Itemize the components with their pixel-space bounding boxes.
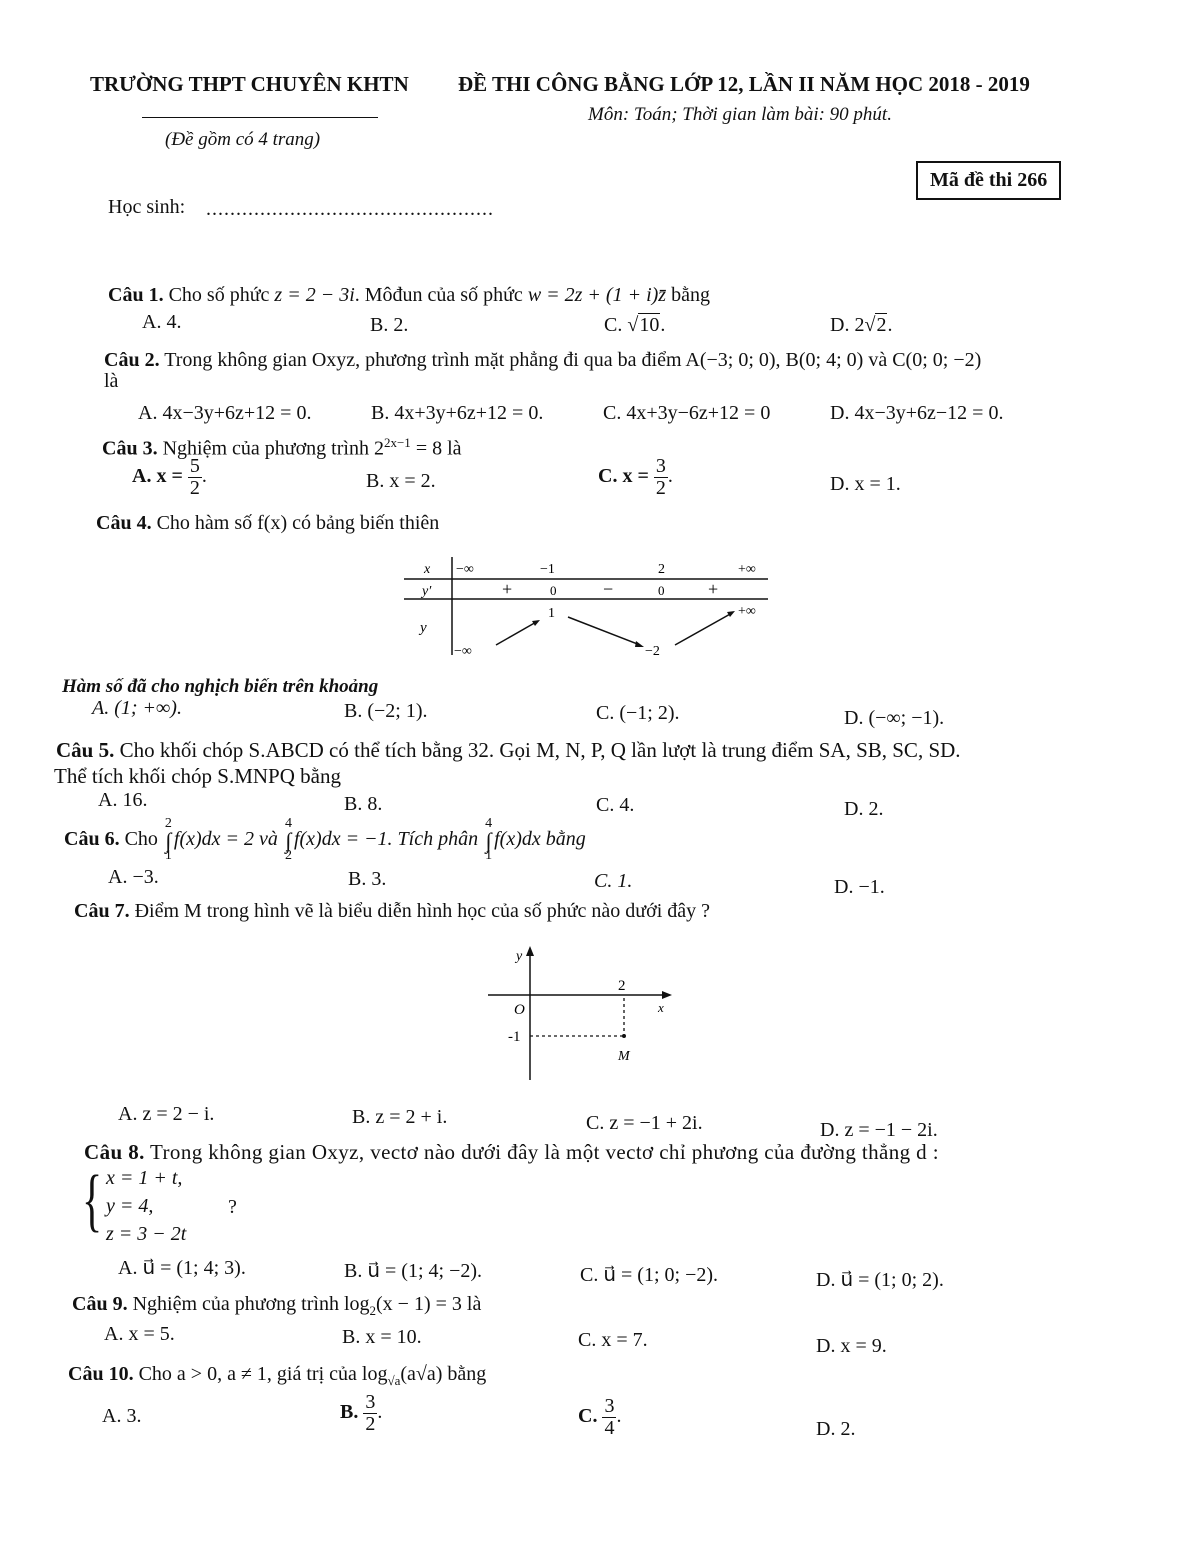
fig-point-label: M bbox=[618, 1049, 630, 1064]
q1-label: Câu 1. bbox=[108, 284, 164, 306]
question-9 bbox=[72, 1293, 481, 1319]
fig-tick-y: -1 bbox=[508, 1029, 521, 1045]
fig-y-label: y bbox=[516, 949, 523, 964]
q10-sub: √a bbox=[387, 1373, 401, 1388]
q1-option-d[interactable]: D. 2√2. bbox=[830, 314, 893, 336]
q3-text-end: = 8 là bbox=[410, 437, 462, 460]
fig-tick-x: 2 bbox=[618, 978, 626, 994]
q7-label: Câu 7. bbox=[74, 900, 130, 922]
subject-line: Môn: Toán; Thời gian làm bài: 90 phút. bbox=[588, 104, 892, 125]
q6-integral-3: 4 ∫ 1 bbox=[485, 816, 493, 864]
q2-text-2: là bbox=[104, 370, 119, 392]
q10-label: Câu 10. bbox=[68, 1363, 134, 1385]
student-dots: ................................................ bbox=[206, 198, 494, 220]
q3-exponent: 2x−1 bbox=[383, 435, 411, 450]
q2-option-b[interactable]: B. 4x+3y+6z+12 = 0. bbox=[371, 402, 544, 424]
vt-sign-2: − bbox=[603, 579, 614, 599]
q10-text-end: (a√a) bằng bbox=[400, 1363, 487, 1385]
q10-option-a[interactable]: A. 3. bbox=[102, 1405, 142, 1427]
exam-title: ĐỀ THI CÔNG BẰNG LỚP 12, LẦN II NĂM HỌC 2018 - 2019 bbox=[458, 72, 1030, 96]
q6-integral-1: 2 ∫ 1 bbox=[164, 816, 172, 864]
q1-text-b: . Môđun của số phức bbox=[354, 284, 523, 306]
question-6 bbox=[64, 818, 586, 863]
q7-option-b[interactable]: B. z = 2 + i. bbox=[352, 1106, 448, 1128]
q7-text: Điểm M trong hình vẽ là biểu diễn hình học của số phức nào dưới đây ? bbox=[134, 900, 711, 922]
q8-system-2: y = 4, bbox=[106, 1195, 154, 1217]
q6-option-d[interactable]: D. −1. bbox=[834, 876, 885, 898]
vt-sign-1: 0 bbox=[550, 583, 557, 598]
question-4 bbox=[96, 512, 439, 535]
question-5 bbox=[56, 738, 961, 763]
q2-option-d[interactable]: D. 4x−3y+6z−12 = 0. bbox=[830, 402, 1004, 424]
fig-origin-label: O bbox=[514, 1002, 525, 1018]
q6-expr-3: f(x)dx bằng bbox=[494, 828, 586, 851]
header-rule bbox=[142, 117, 378, 118]
vt-sign-3: 0 bbox=[658, 583, 665, 598]
q9-sub: 2 bbox=[369, 1303, 377, 1318]
q1-option-b[interactable]: B. 2. bbox=[370, 314, 409, 336]
q2-option-a[interactable]: A. 4x−3y+6z+12 = 0. bbox=[138, 402, 312, 424]
q3-text: Nghiệm của phương trình 2 bbox=[162, 437, 384, 460]
q3-label: Câu 3. bbox=[102, 437, 158, 460]
question-1 bbox=[108, 284, 710, 307]
vt-y-0: −∞ bbox=[454, 644, 472, 659]
q5-option-a[interactable]: A. 16. bbox=[98, 789, 148, 811]
q9-option-c[interactable]: C. x = 7. bbox=[578, 1329, 648, 1351]
variation-table bbox=[400, 555, 775, 665]
vt-x-1: −1 bbox=[540, 562, 555, 577]
q8-text: Trong không gian Oxyz, vectơ nào dưới đây là một vectơ chỉ phương của đường thẳng d : bbox=[150, 1140, 939, 1164]
q9-text-end: (x − 1) = 3 là bbox=[376, 1293, 482, 1315]
q1-expr-b: w = 2z + (1 + i)z̄ bbox=[527, 284, 667, 306]
vt-y-3: +∞ bbox=[738, 604, 756, 619]
q10-option-b[interactable]: B. $\frac{3}{2}$ . bbox=[340, 1391, 383, 1435]
q7-option-a[interactable]: A. z = 2 − i. bbox=[118, 1103, 215, 1125]
q1-text-a: Cho số phức bbox=[168, 284, 270, 306]
q5-label: Câu 5. bbox=[56, 738, 115, 762]
complex-plane-figure bbox=[484, 942, 684, 1084]
q8-label: Câu 8. bbox=[84, 1140, 145, 1164]
q3-option-c[interactable]: C. x = $\frac{3}{2}$ . bbox=[598, 455, 673, 499]
q8-option-a[interactable]: A. u⃗ = (1; 4; 3). bbox=[118, 1257, 246, 1279]
q7-option-c[interactable]: C. z = −1 + 2i. bbox=[586, 1112, 703, 1134]
vt-sign-4: + bbox=[708, 579, 719, 599]
q6-option-b[interactable]: B. 3. bbox=[348, 868, 387, 890]
q4-option-c[interactable]: C. (−1; 2). bbox=[596, 702, 680, 724]
vt-yp-label: y′ bbox=[422, 584, 432, 599]
vt-sign-0: + bbox=[502, 579, 513, 599]
q9-text: Nghiệm của phương trình log bbox=[132, 1293, 370, 1315]
fig-x-label: x bbox=[658, 1000, 664, 1015]
q7-option-d[interactable]: D. z = −1 − 2i. bbox=[820, 1119, 938, 1141]
q8-question-mark: ? bbox=[228, 1196, 237, 1218]
school-name: TRƯỜNG THPT CHUYÊN KHTN bbox=[90, 72, 409, 96]
q1-text-c: bằng bbox=[671, 284, 710, 306]
q4-label: Câu 4. bbox=[96, 512, 152, 534]
q8-option-b[interactable]: B. u⃗ = (1; 4; −2). bbox=[344, 1260, 483, 1282]
vt-y-2: −2 bbox=[645, 644, 660, 659]
q10-text: Cho a > 0, a ≠ 1, giá trị của log bbox=[138, 1363, 388, 1385]
q8-brace: { bbox=[82, 1162, 103, 1239]
vt-x-2: 2 bbox=[658, 562, 665, 577]
q5-option-c[interactable]: C. 4. bbox=[596, 794, 635, 816]
q1-option-a[interactable]: A. 4. bbox=[142, 311, 182, 333]
q6-label: Câu 6. bbox=[64, 828, 120, 851]
q10-option-d[interactable]: D. 2. bbox=[816, 1418, 856, 1440]
q8-option-c[interactable]: C. u⃗ = (1; 0; −2). bbox=[580, 1264, 719, 1286]
question-8 bbox=[84, 1140, 939, 1165]
vt-y-1: 1 bbox=[548, 606, 555, 621]
q8-system-3: z = 3 − 2t bbox=[106, 1223, 187, 1245]
pages-note: (Đề gồm có 4 trang) bbox=[165, 129, 321, 150]
q8-option-d[interactable]: D. u⃗ = (1; 0; 2). bbox=[816, 1269, 944, 1291]
q2-text: Trong không gian Oxyz, phương trình mặt phẳng đi qua ba điểm A(−3; 0; 0), B(0; 4; 0) và C(0; 0; −2) bbox=[164, 349, 982, 371]
q6-text-a: Cho bbox=[124, 828, 158, 851]
q1-option-c[interactable]: C. √10. bbox=[604, 314, 666, 336]
exam-code-box: Mã đề thi 266 bbox=[916, 161, 1061, 200]
q6-integral-2: 4 ∫ 2 bbox=[284, 816, 292, 864]
q4-subtext: Hàm số đã cho nghịch biến trên khoảng bbox=[62, 676, 379, 697]
student-label: Học sinh: bbox=[108, 196, 186, 218]
q1-expr-a: z = 2 − 3i bbox=[274, 284, 355, 306]
vt-x-0: −∞ bbox=[456, 562, 474, 577]
q3-option-d[interactable]: D. x = 1. bbox=[830, 473, 901, 495]
q5-text: Cho khối chóp S.ABCD có thể tích bằng 32. Gọi M, N, P, Q lần lượt là trung điểm SA, SB, SC, SD. bbox=[119, 738, 961, 762]
q4-option-a[interactable]: A. (1; +∞). bbox=[92, 697, 182, 719]
q5-option-d[interactable]: D. 2. bbox=[844, 798, 884, 820]
q9-option-a[interactable]: A. x = 5. bbox=[104, 1323, 175, 1345]
q4-option-d[interactable]: D. (−∞; −1). bbox=[844, 707, 945, 729]
q5-option-b[interactable]: B. 8. bbox=[344, 793, 383, 815]
point-m bbox=[622, 1034, 626, 1038]
q6-expr-1: f(x)dx = 2 và bbox=[173, 828, 278, 851]
q6-option-a[interactable]: A. −3. bbox=[108, 866, 159, 888]
q8-system-1: x = 1 + t, bbox=[106, 1167, 183, 1189]
q10-option-c[interactable]: C. $\frac{3}{4}$ . bbox=[578, 1395, 622, 1439]
question-10 bbox=[68, 1363, 486, 1389]
q3-option-b[interactable]: B. x = 2. bbox=[366, 470, 436, 492]
q2-option-c[interactable]: C. 4x+3y−6z+12 = 0 bbox=[603, 402, 771, 424]
vt-x-label: x bbox=[424, 562, 431, 577]
question-7 bbox=[74, 900, 710, 923]
question-2 bbox=[104, 349, 981, 372]
q2-label: Câu 2. bbox=[104, 349, 160, 371]
vt-y-label: y bbox=[420, 620, 427, 636]
q9-option-b[interactable]: B. x = 10. bbox=[342, 1326, 422, 1348]
vt-x-3: +∞ bbox=[738, 562, 756, 577]
q9-label: Câu 9. bbox=[72, 1293, 128, 1315]
q6-expr-2: f(x)dx = −1. Tích phân bbox=[293, 828, 479, 851]
q4-text: Cho hàm số f(x) có bảng biến thiên bbox=[156, 512, 440, 534]
q3-option-a[interactable]: A. x = $\frac{5}{2}$ . bbox=[132, 455, 207, 499]
q6-option-c[interactable]: C. 1. bbox=[594, 870, 633, 892]
q4-option-b[interactable]: B. (−2; 1). bbox=[344, 700, 428, 722]
q9-option-d[interactable]: D. x = 9. bbox=[816, 1335, 887, 1357]
q5-text-2: Thể tích khối chóp S.MNPQ bằng bbox=[54, 764, 341, 788]
